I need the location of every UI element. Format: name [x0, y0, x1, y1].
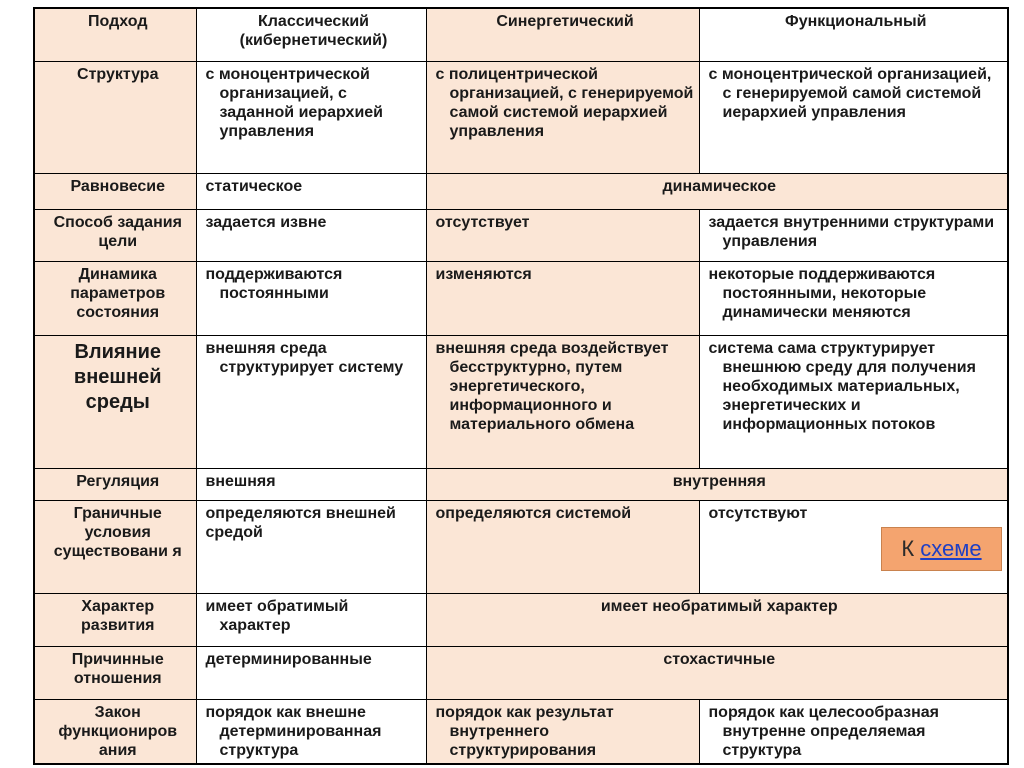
comparison-table: [33, 7, 1009, 765]
row-label-dynamics: Динамика параметров состояния: [34, 261, 196, 335]
table-row: [34, 500, 1008, 593]
table-row: [34, 61, 1008, 173]
header-classical: Классический (кибернетический): [196, 8, 426, 61]
cell-causal-merged: стохастичные: [426, 646, 1008, 699]
cell-development-classical: имеет обратимый характер: [196, 593, 426, 646]
cell-equilibrium-classical: статическое: [196, 173, 426, 209]
row-label-boundary: Граничные условия существовани я: [34, 500, 196, 593]
cell-boundary-functional: отсутствуют: [699, 500, 1008, 593]
row-label-structure: Структура: [34, 61, 196, 173]
table-row: [34, 209, 1008, 261]
header-approach: Подход: [34, 8, 196, 61]
cell-law-classical: порядок как внешне детерминированная структура: [196, 699, 426, 764]
cell-environment-synergetic: внешняя среда воздействует бесструктурно, путем энергетического, информационного и материального обмена: [426, 335, 699, 468]
cell-dynamics-functional: некоторые поддерживаются постоянными, некоторые динамически меняются: [699, 261, 1008, 335]
header-synergetic: Синергетический: [426, 8, 699, 61]
cell-environment-functional: система сама структурирует внешнюю среду для получения необходимых материальных, энергетических и информационных потоков: [699, 335, 1008, 468]
cell-structure-functional: с моноцентрической организацией, с генерируемой самой системой иерархией управления: [699, 61, 1008, 173]
cell-goal-functional: задается внутренними структурами управления: [699, 209, 1008, 261]
cell-regulation-merged: внутренняя: [426, 468, 1008, 500]
table-row: [34, 593, 1008, 646]
table-header-row: [34, 8, 1008, 61]
header-functional: Функциональный: [699, 8, 1008, 61]
row-label-regulation: Регуляция: [34, 468, 196, 500]
cell-goal-synergetic: отсутствует: [426, 209, 699, 261]
scheme-link[interactable]: схеме: [920, 536, 982, 561]
cell-regulation-classical: внешняя: [196, 468, 426, 500]
cell-causal-classical: детерминированные: [196, 646, 426, 699]
row-label-causal: Причинные отношения: [34, 646, 196, 699]
scheme-link-button[interactable]: [881, 527, 1002, 571]
cell-structure-synergetic: с полицентрической организацией, с генерируемой самой системой иерархией управления: [426, 61, 699, 173]
cell-development-merged: имеет необратимый характер: [426, 593, 1008, 646]
scheme-link-prefix: К: [901, 536, 915, 561]
cell-structure-classical: с моноцентрической организацией, с заданной иерархией управления: [196, 61, 426, 173]
row-label-equilibrium: Равновесие: [34, 173, 196, 209]
row-label-goal-setting: Способ задания цели: [34, 209, 196, 261]
cell-dynamics-synergetic: изменяются: [426, 261, 699, 335]
cell-law-functional: порядок как целесообразная внутренне определяемая структура: [699, 699, 1008, 764]
table-row: [34, 261, 1008, 335]
row-label-development: Характер развития: [34, 593, 196, 646]
table-row: [34, 646, 1008, 699]
row-label-environment: Влияние внешней среды: [34, 335, 196, 468]
cell-dynamics-classical: поддерживаются постоянными: [196, 261, 426, 335]
table-row: [34, 699, 1008, 764]
table-row: [34, 335, 1008, 468]
cell-boundary-classical: определяются внешней средой: [196, 500, 426, 593]
row-label-law: Закон функциониров ания: [34, 699, 196, 764]
cell-law-synergetic: порядок как результат внутреннего структурирования: [426, 699, 699, 764]
cell-boundary-synergetic: определяются системой: [426, 500, 699, 593]
cell-equilibrium-merged: динамическое: [426, 173, 1008, 209]
cell-environment-classical: внешняя среда структурирует систему: [196, 335, 426, 468]
table-row: [34, 468, 1008, 500]
cell-goal-classical: задается извне: [196, 209, 426, 261]
table-row: [34, 173, 1008, 209]
